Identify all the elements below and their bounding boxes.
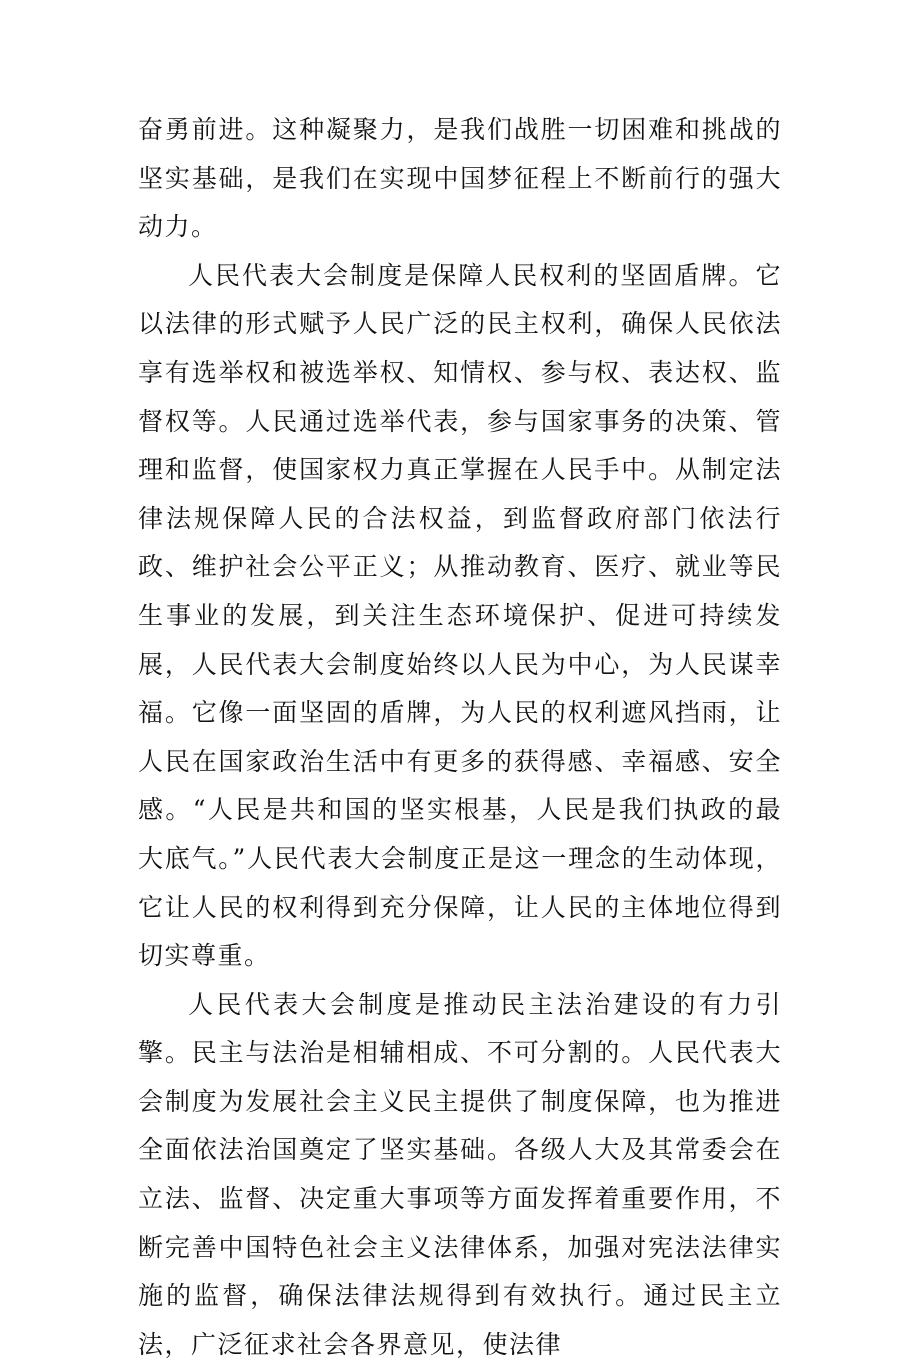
document-body — [138, 106, 782, 1369]
paragraph-democracy-rule-of-law: 人民代表大会制度是推动民主法治建设的有力引擎。民主与法治是相辅相成、不可分割的。人民代表大会制度为发展社会主义民主提供了制度保障，也为推进全面依法治国奠定了坚实基础。各级人大及其常委会在立法、监督、决定重大事项等方面发挥着重要作用，不断完善中国特色社会主义法律体系，加强对宪法法律实施的监督，确保法律法规得到有效执行。通过民主立法，广泛征求社会各界意见，使法律 — [138, 989, 782, 1359]
paragraph-people-rights: 人民代表大会制度是保障人民权利的坚固盾牌。它以法律的形式赋予人民广泛的民主权利，确保人民依法享有选举权和被选举权、知情权、参与权、表达权、监督权等。人民通过选举代表，参与国家事务的决策、管理和监督，使国家权力真正掌握在人民手中。从制定法律法规保障人民的合法权益，到监督政府部门依法行政、维护社会公平正义；从推动教育、医疗、就业等民生事业的发展，到关注生态环境保护、促进可持续发展，人民代表大会制度始终以人民为中心，为人民谋幸福。它像一面坚固的盾牌，为人民的权利遮风挡雨，让人民在国家政治生活中有更多的获得感、幸福感、安全感。“人民是共和国的坚实根基，人民是我们执政的最大底气。”人民代表大会制度正是这一理念的生动体现，它让人民的权利得到充分保障，让人民的主体地位得到切实尊重。 — [138, 260, 782, 971]
paragraph-continuation: 奋勇前进。这种凝聚力，是我们战胜一切困难和挑战的坚实基础，是我们在实现中国梦征程上不断前行的强大动力。 — [138, 115, 782, 242]
